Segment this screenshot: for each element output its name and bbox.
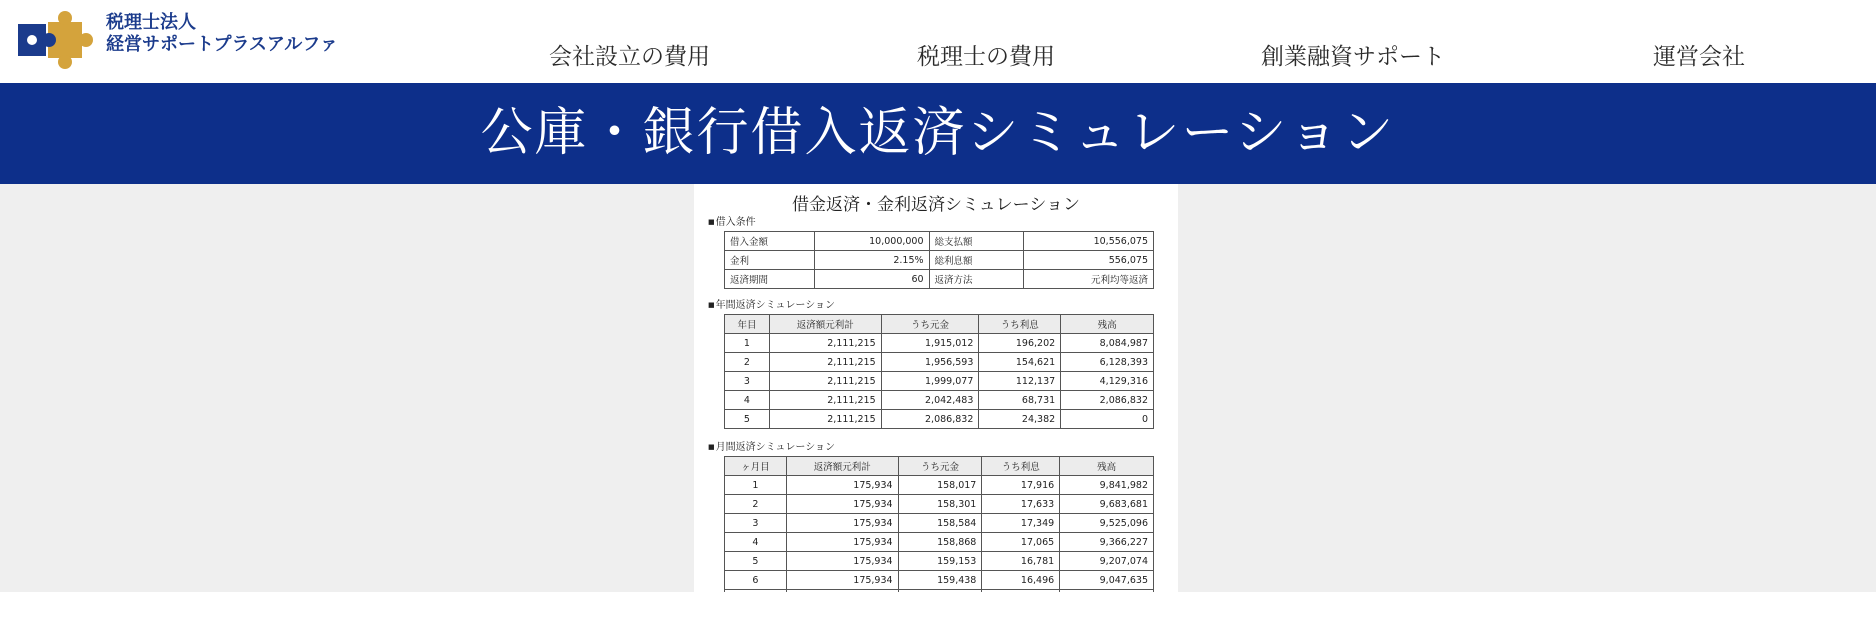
table-cell: 総支払額 (929, 232, 1024, 251)
document-title: 借金返済・金利返済シミュレーション (792, 195, 1080, 215)
nav-item-operating-company[interactable]: 運営会社 (1653, 44, 1745, 70)
table-row (725, 334, 1154, 353)
table-row (725, 590, 1154, 593)
table-cell: 196,202 (979, 334, 1061, 353)
table-cell: 2.15% (814, 251, 929, 270)
table-cell: 2,086,832 (1061, 391, 1154, 410)
table-cell: 154,621 (979, 353, 1061, 372)
table-row (725, 514, 1154, 533)
table-row (725, 476, 1154, 495)
table-cell: 2,086,832 (881, 410, 979, 429)
table-cell: 9,841,982 (1060, 476, 1154, 495)
table-cell (1060, 590, 1154, 593)
nav-item-company-setup-cost[interactable]: 会社設立の費用 (549, 44, 710, 70)
column-header: うち元金 (881, 315, 979, 334)
table-cell: 0 (1061, 410, 1154, 429)
simulation-document (694, 184, 1178, 592)
table-cell: 159,153 (898, 552, 982, 571)
page-banner (0, 83, 1876, 184)
table-row (725, 552, 1154, 571)
table-row (725, 372, 1154, 391)
table-cell: 17,065 (982, 533, 1060, 552)
logo-line1: 税理士法人 (106, 12, 196, 33)
table-cell: 返済方法 (929, 270, 1024, 289)
table-cell: 5 (725, 552, 787, 571)
table-cell: 158,584 (898, 514, 982, 533)
column-header: うち利息 (982, 457, 1060, 476)
table-row (725, 533, 1154, 552)
table-cell: 2,111,215 (769, 391, 881, 410)
column-header: ヶ月目 (725, 457, 787, 476)
table-cell: 1,999,077 (881, 372, 979, 391)
section-heading-monthly: ■ 月間返済シミュレーション (708, 438, 835, 453)
table-cell: 元利均等返済 (1024, 270, 1154, 289)
table-cell: 68,731 (979, 391, 1061, 410)
table-cell: 175,934 (786, 571, 898, 590)
table-cell: 4 (725, 533, 787, 552)
page-title: 公庫・銀行借入返済シミュレーション (480, 103, 1396, 163)
table-cell: 6,128,393 (1061, 353, 1154, 372)
column-header: 返済額元利計 (769, 315, 881, 334)
table-cell: 3 (725, 372, 770, 391)
table-header-row (725, 457, 1154, 476)
table-cell: 3 (725, 514, 787, 533)
table-cell: 175,934 (786, 533, 898, 552)
table-cell: 2,042,483 (881, 391, 979, 410)
table-cell: 158,868 (898, 533, 982, 552)
table-cell: 158,017 (898, 476, 982, 495)
conditions-table (724, 231, 1154, 289)
table-cell: 金利 (725, 251, 815, 270)
table-cell: 2,111,215 (769, 334, 881, 353)
column-header: 返済額元利計 (786, 457, 898, 476)
table-cell (786, 590, 898, 593)
table-cell: 16,496 (982, 571, 1060, 590)
table-cell: 1 (725, 334, 770, 353)
column-header: 残高 (1060, 457, 1154, 476)
table-cell: 9,683,681 (1060, 495, 1154, 514)
table-cell: 2,111,215 (769, 372, 881, 391)
table-cell: 158,301 (898, 495, 982, 514)
table-row (725, 410, 1154, 429)
column-header: うち元金 (898, 457, 982, 476)
table-cell: 10,556,075 (1024, 232, 1154, 251)
table-row (725, 270, 1154, 289)
table-cell (982, 590, 1060, 593)
table-cell: 159,438 (898, 571, 982, 590)
table-cell: 9,047,635 (1060, 571, 1154, 590)
column-header: 残高 (1061, 315, 1154, 334)
main-nav (0, 38, 1876, 72)
table-cell: 9,207,074 (1060, 552, 1154, 571)
table-cell: 2 (725, 495, 787, 514)
table-cell: 6 (725, 571, 787, 590)
nav-item-tax-accountant-cost[interactable]: 税理士の費用 (917, 44, 1055, 70)
table-cell: 60 (814, 270, 929, 289)
monthly-table (724, 456, 1154, 592)
table-cell: 17,916 (982, 476, 1060, 495)
section-heading-yearly: ■ 年間返済シミュレーション (708, 296, 835, 311)
table-row (725, 571, 1154, 590)
table-cell (898, 590, 982, 593)
table-cell: 2,111,215 (769, 410, 881, 429)
table-cell: 1,915,012 (881, 334, 979, 353)
table-cell: 175,934 (786, 476, 898, 495)
table-header-row (725, 315, 1154, 334)
table-cell: 返済期間 (725, 270, 815, 289)
table-cell: 総利息額 (929, 251, 1024, 270)
table-cell: 17,349 (982, 514, 1060, 533)
table-cell: 1 (725, 476, 787, 495)
table-cell: 2 (725, 353, 770, 372)
table-cell: 2,111,215 (769, 353, 881, 372)
site-header (0, 0, 1876, 83)
table-row (725, 391, 1154, 410)
table-cell: 24,382 (979, 410, 1061, 429)
table-cell: 1,956,593 (881, 353, 979, 372)
table-row (725, 353, 1154, 372)
table-cell: 5 (725, 410, 770, 429)
table-row (725, 495, 1154, 514)
logo-line2: 経営サポートプラスアルファ (106, 34, 338, 55)
table-cell: 借入金額 (725, 232, 815, 251)
table-cell: 175,934 (786, 514, 898, 533)
table-cell: 17,633 (982, 495, 1060, 514)
table-cell: 10,000,000 (814, 232, 929, 251)
table-cell: 9,525,096 (1060, 514, 1154, 533)
main-content (0, 184, 1876, 592)
nav-item-startup-loan-support[interactable]: 創業融資サポート (1261, 44, 1445, 70)
table-cell: 16,781 (982, 552, 1060, 571)
table-cell: 4 (725, 391, 770, 410)
table-cell: 175,934 (786, 552, 898, 571)
table-cell: 9,366,227 (1060, 533, 1154, 552)
section-heading-conditions: ■ 借入条件 (708, 213, 756, 228)
table-cell: 8,084,987 (1061, 334, 1154, 353)
table-cell (725, 590, 787, 593)
table-cell: 112,137 (979, 372, 1061, 391)
table-row (725, 251, 1154, 270)
column-header: 年目 (725, 315, 770, 334)
column-header: うち利息 (979, 315, 1061, 334)
table-cell: 556,075 (1024, 251, 1154, 270)
table-cell: 175,934 (786, 495, 898, 514)
yearly-table (724, 314, 1154, 429)
table-cell: 4,129,316 (1061, 372, 1154, 391)
table-row (725, 232, 1154, 251)
